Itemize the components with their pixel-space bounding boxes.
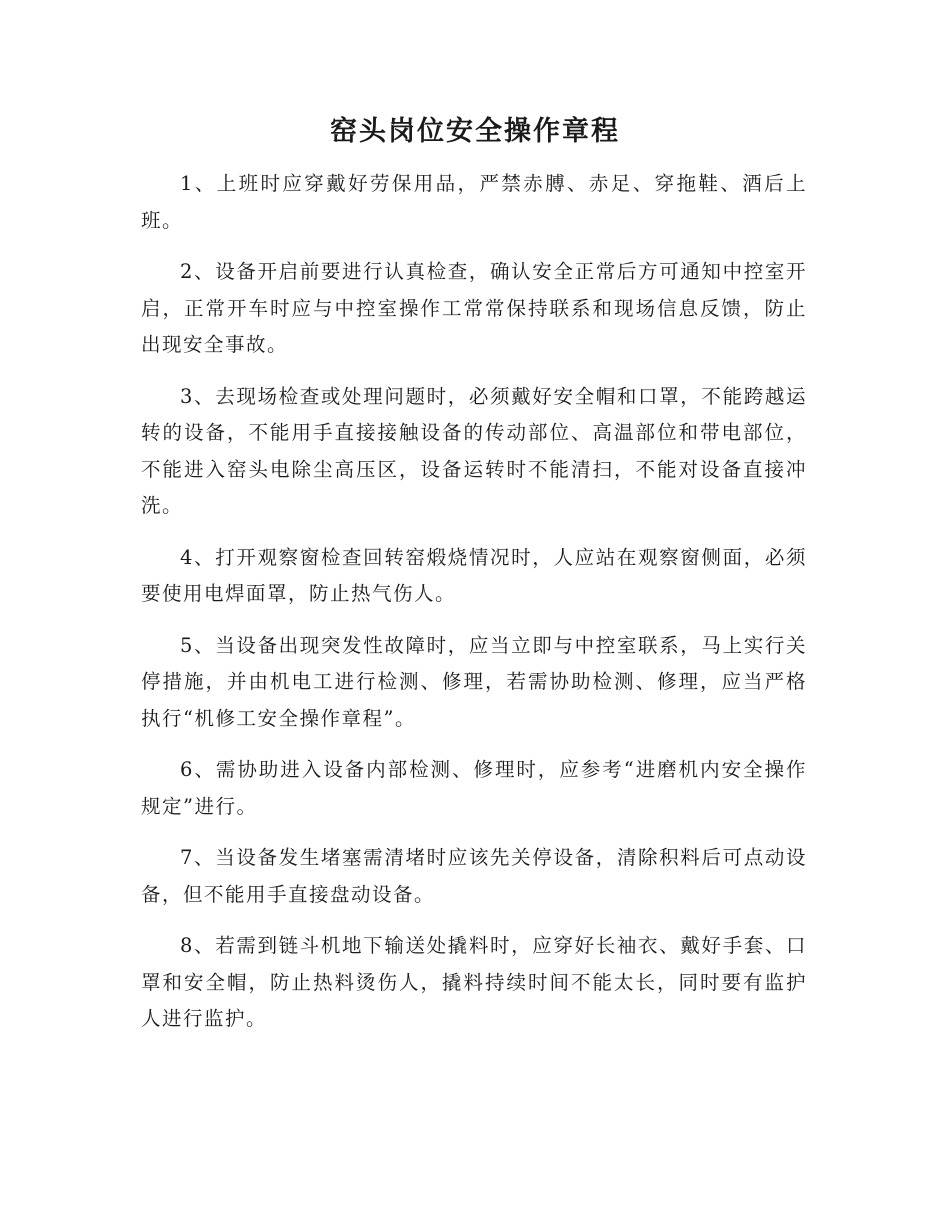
paragraph-8: 8、若需到链斗机地下输送处撬料时，应穿好长袖衣、戴好手套、口罩和安全帽，防止热料烫伤人，撬料持续时间不能太长，同时要有监护人进行监护。 (141, 934, 807, 1030)
document-body (141, 166, 807, 1053)
paragraph-2: 2、设备开启前要进行认真检查，确认安全正常后方可通知中控室开启，正常开车时应与中控室操作工常常保持联系和现场信息反馈，防止出现安全事故。 (141, 260, 807, 356)
paragraph-6: 6、需协助进入设备内部检测、修理时，应参考“进磨机内安全操作规定”进行。 (141, 758, 807, 818)
paragraph-7: 7、当设备发生堵塞需清堵时应该先关停设备，清除积料后可点动设备，但不能用手直接盘动设备。 (141, 846, 807, 906)
paragraph-3: 3、去现场检查或处理问题时，必须戴好安全帽和口罩，不能跨越运转的设备，不能用手直接接触设备的传动部位、高温部位和带电部位，不能进入窑头电除尘高压区，设备运转时不能清扫，不能对设备直接冲洗。 (141, 384, 807, 517)
paragraph-4: 4、打开观察窗检查回转窑煅烧情况时，人应站在观察窗侧面，必须要使用电焊面罩，防止热气伤人。 (141, 545, 807, 605)
paragraph-1: 1、上班时应穿戴好劳保用品，严禁赤膊、赤足、穿拖鞋、酒后上班。 (141, 172, 807, 232)
paragraph-5: 5、当设备出现突发性故障时，应当立即与中控室联系，马上实行关停措施，并由机电工进行检测、修理，若需协助检测、修理，应当严格执行“机修工安全操作章程”。 (141, 633, 807, 730)
document-title: 窑头岗位安全操作章程 (330, 116, 620, 147)
